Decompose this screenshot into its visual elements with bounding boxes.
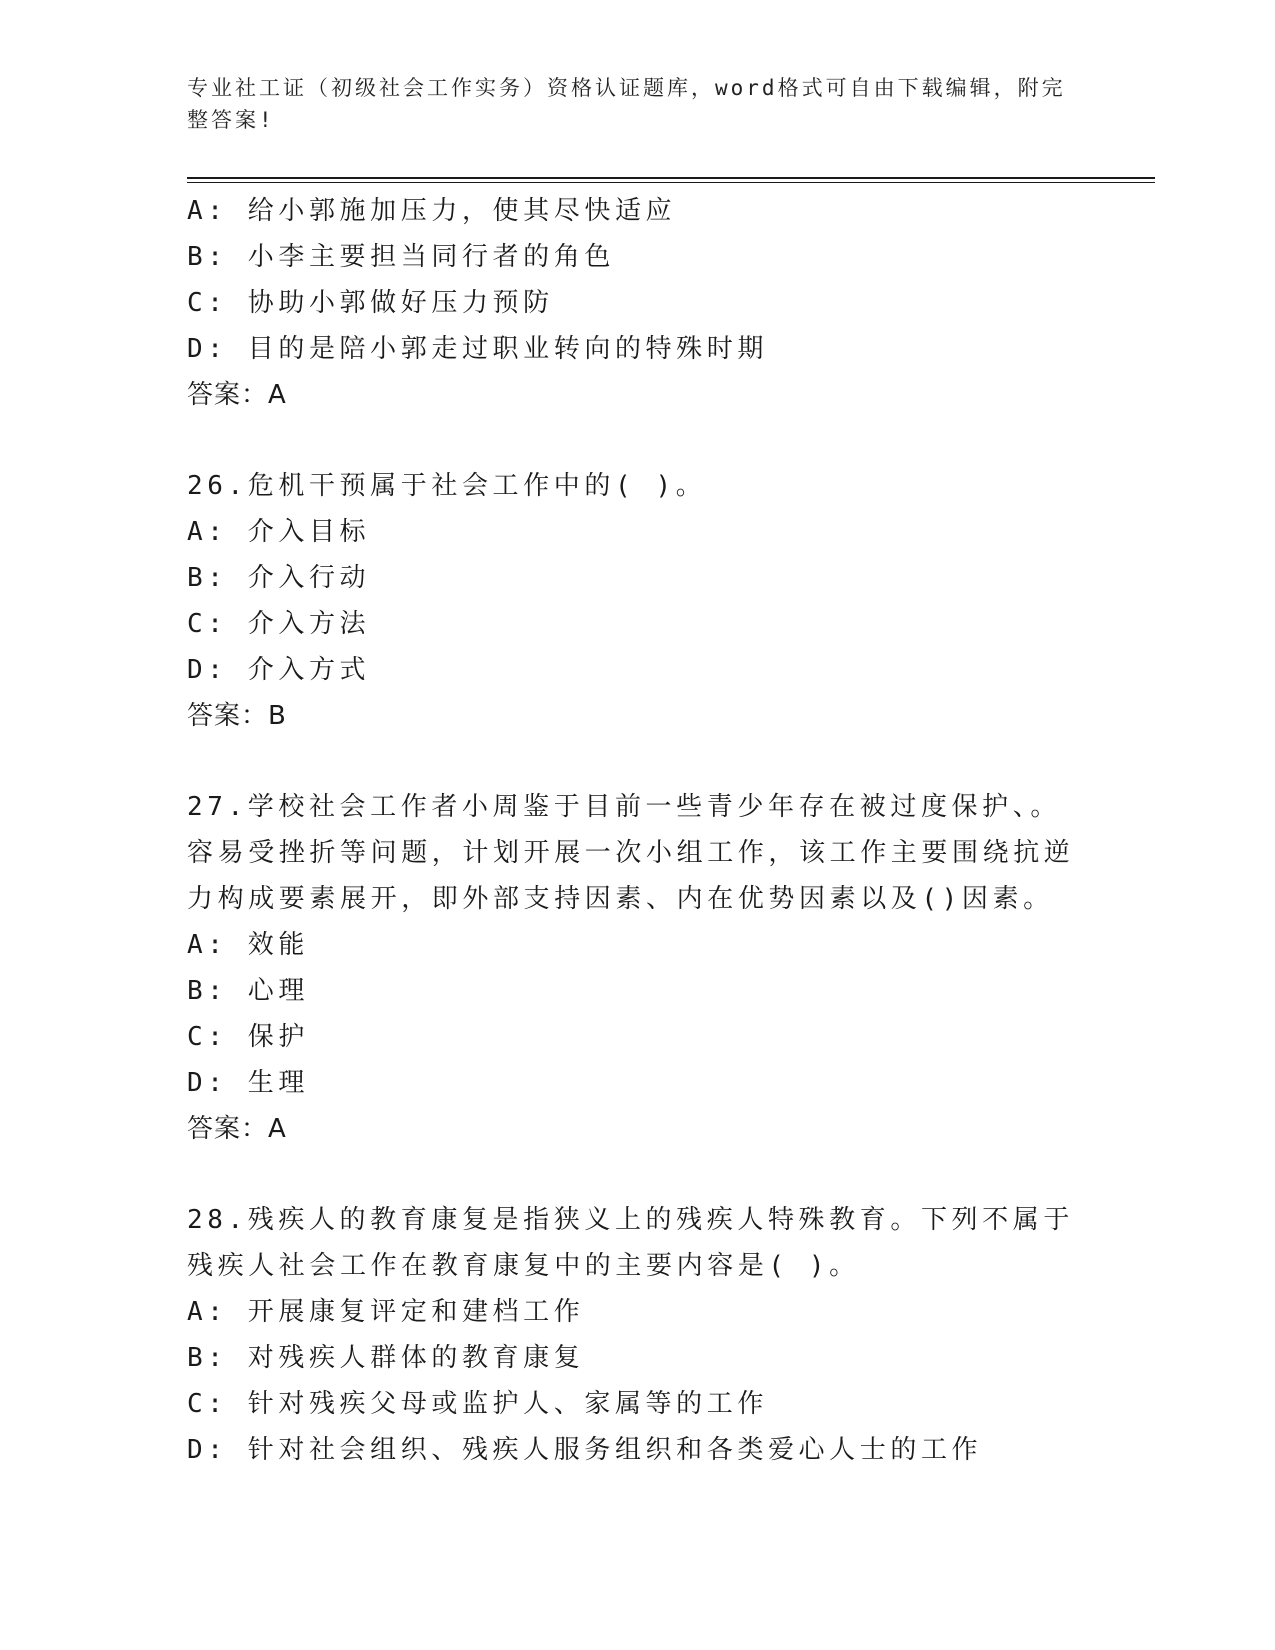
option-a: A: 给小郭施加压力，使其尽快适应 (187, 196, 677, 226)
spacer (187, 418, 1087, 463)
question-25 (187, 188, 1087, 418)
answer-line: 答案：A (187, 1114, 287, 1144)
option-d: D: 针对社会组织、残疾人服务组织和各类爱心人士的工作 (187, 1435, 983, 1465)
question-stem: 26.危机干预属于社会工作中的( )。 (187, 471, 707, 501)
answer-line: 答案：B (187, 701, 287, 731)
option-c: C: 协助小郭做好压力预防 (187, 288, 554, 318)
header-divider-thick (187, 177, 1155, 179)
spacer (187, 739, 1087, 784)
question-stem: 28.残疾人的教育康复是指狭义上的残疾人特殊教育。下列不属于残疾人社会工作在教育康复中的主要内容是( )。 (187, 1205, 1074, 1281)
option-d: D: 生理 (187, 1068, 309, 1098)
option-c: C: 保护 (187, 1022, 309, 1052)
header-divider-thin (187, 182, 1155, 183)
question-list (187, 188, 1087, 1473)
option-c: C: 介入方法 (187, 609, 371, 639)
question-27 (187, 784, 1087, 1152)
question-28 (187, 1197, 1087, 1473)
answer-line: 答案：A (187, 380, 287, 410)
option-a: A: 开展康复评定和建档工作 (187, 1297, 585, 1327)
option-a: A: 效能 (187, 930, 309, 960)
option-a: A: 介入目标 (187, 517, 371, 547)
option-b: B: 小李主要担当同行者的角色 (187, 242, 615, 272)
spacer (187, 1152, 1087, 1197)
question-stem: 27.学校社会工作者小周鉴于目前一些青少年存在被过度保护、。容易受挫折等问题，计划开展一次小组工作，该工作主要围绕抗逆力构成要素展开，即外部支持因素、内在优势因素以及()因素。 (187, 792, 1075, 914)
option-c: C: 针对残疾父母或监护人、家属等的工作 (187, 1389, 768, 1419)
option-b: B: 心理 (187, 976, 309, 1006)
document-header: 专业社工证（初级社会工作实务）资格认证题库，word格式可自由下载编辑，附完整答案! (187, 76, 1066, 132)
option-d: D: 介入方式 (187, 655, 371, 685)
option-b: B: 介入行动 (187, 563, 371, 593)
option-d: D: 目的是陪小郭走过职业转向的特殊时期 (187, 334, 768, 364)
question-26 (187, 463, 1087, 739)
option-b: B: 对残疾人群体的教育康复 (187, 1343, 585, 1373)
